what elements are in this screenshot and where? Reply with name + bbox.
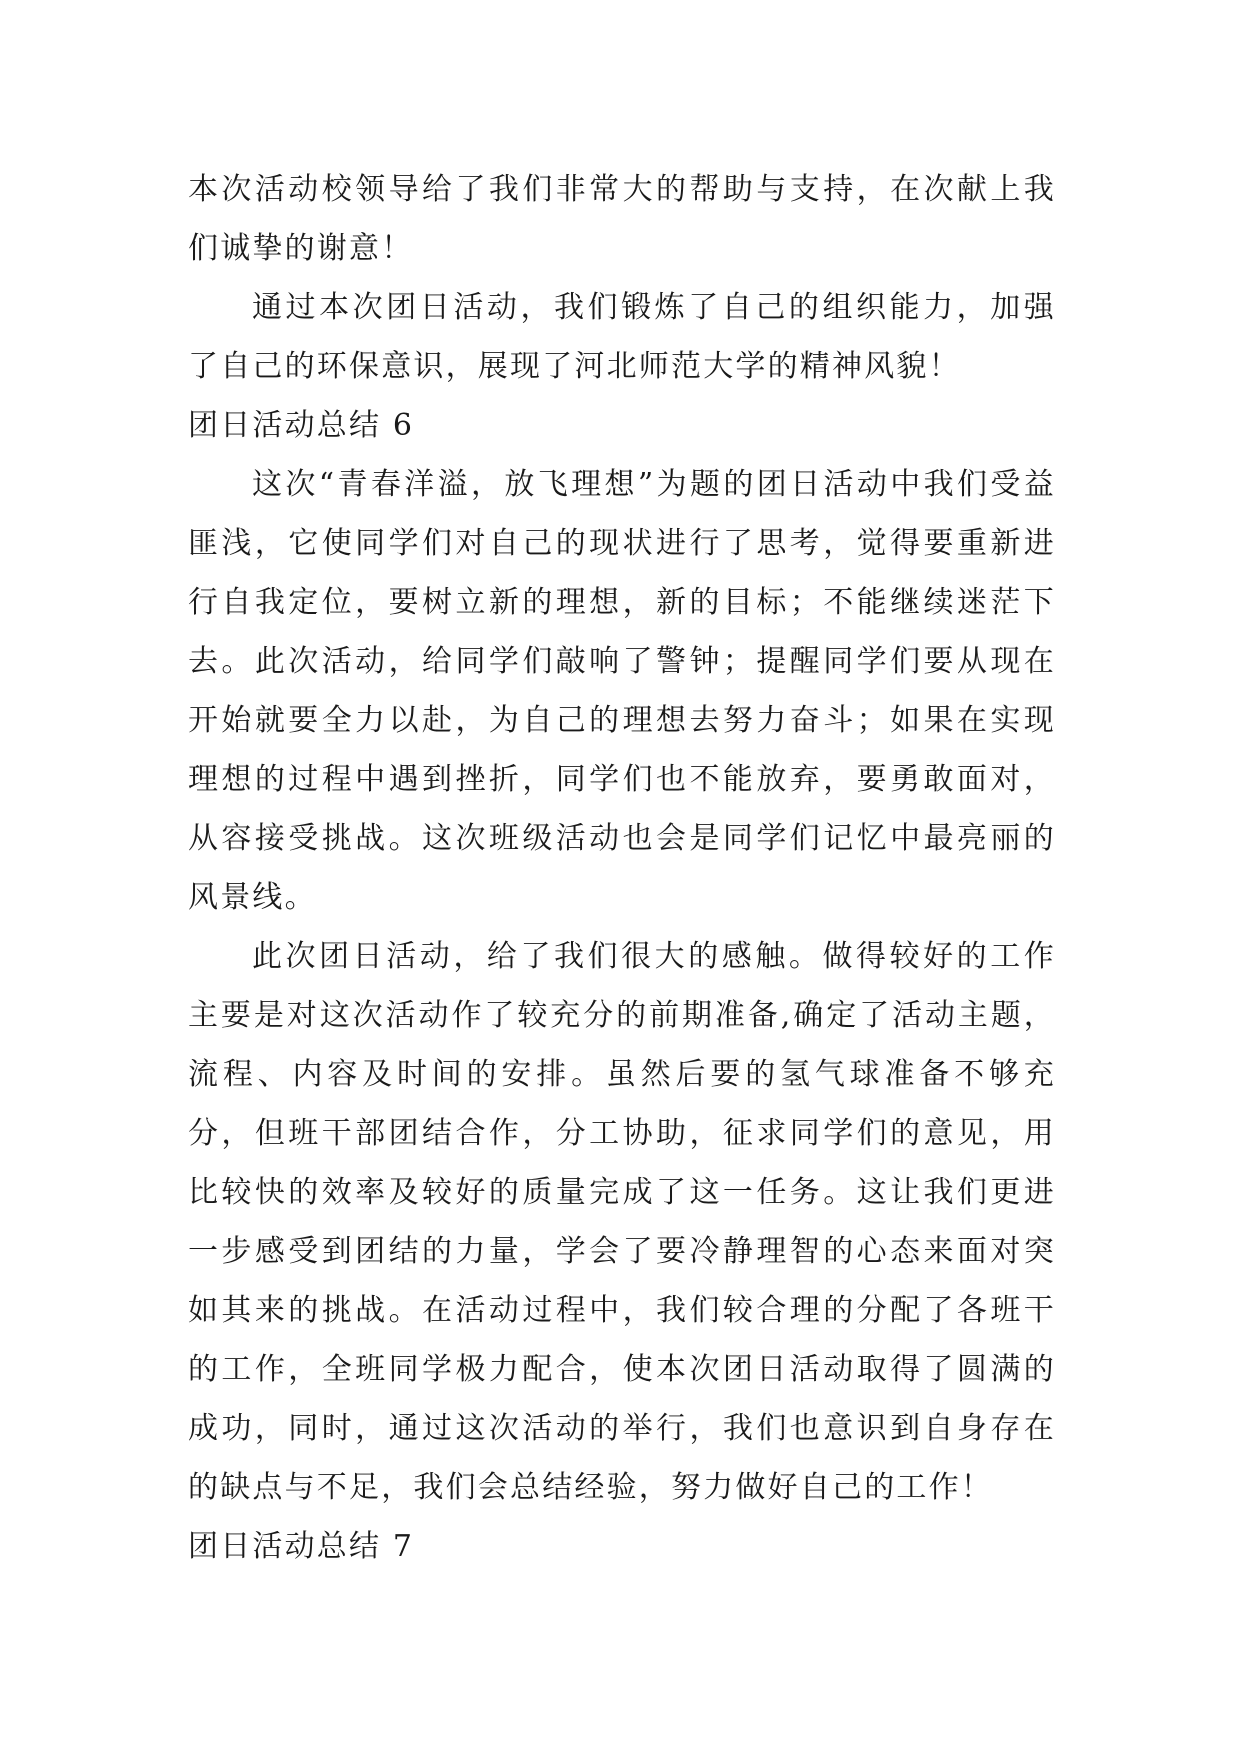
- section-heading-summary-7: 团日活动总结 7: [188, 1529, 415, 1564]
- section-heading-summary-6: 团日活动总结 6: [188, 408, 415, 443]
- paragraph-summary-6-reflection: 此次团日活动，给了我们很大的感触。做得较好的工作主要是对这次活动作了较充分的前期准备,确定了活动主题，流程、内容及时间的安排。虽然后要的氢气球准备不够充分，但班干部团结合作，分工协助，征求同学们的意见，用比较快的效率及较好的质量完成了这一任务。这让我们更进一步感受到团结的力量，学会了要冷静理智的心态来面对突如其来的挑战。在活动过程中，我们较合理的分配了各班干的工作，全班同学极力配合，使本次团日活动取得了圆满的成功，同时，通过这次活动的举行，我们也意识到自身存在的缺点与不足，我们会总结经验，努力做好自己的工作！: [188, 939, 1056, 1505]
- paragraph-thanks: 本次活动校领导给了我们非常大的帮助与支持，在次献上我们诚挚的谢意！: [188, 172, 1056, 266]
- document-body: [188, 160, 1056, 1576]
- paragraph-summary-5-conclusion: 通过本次团日活动，我们锻炼了自己的组织能力，加强了自己的环保意识，展现了河北师范大学的精神风貌！: [188, 290, 1056, 384]
- paragraph-summary-6-intro: 这次“青春洋溢，放飞理想”为题的团日活动中我们受益匪浅，它使同学们对自己的现状进行了思考，觉得要重新进行自我定位，要树立新的理想，新的目标；不能继续迷茫下去。此次活动，给同学们敲响了警钟；提醒同学们要从现在开始就要全力以赴，为自己的理想去努力奋斗；如果在实现理想的过程中遇到挫折，同学们也不能放弃，要勇敢面对，从容接受挑战。这次班级活动也会是同学们记忆中最亮丽的风景线。: [188, 467, 1056, 915]
